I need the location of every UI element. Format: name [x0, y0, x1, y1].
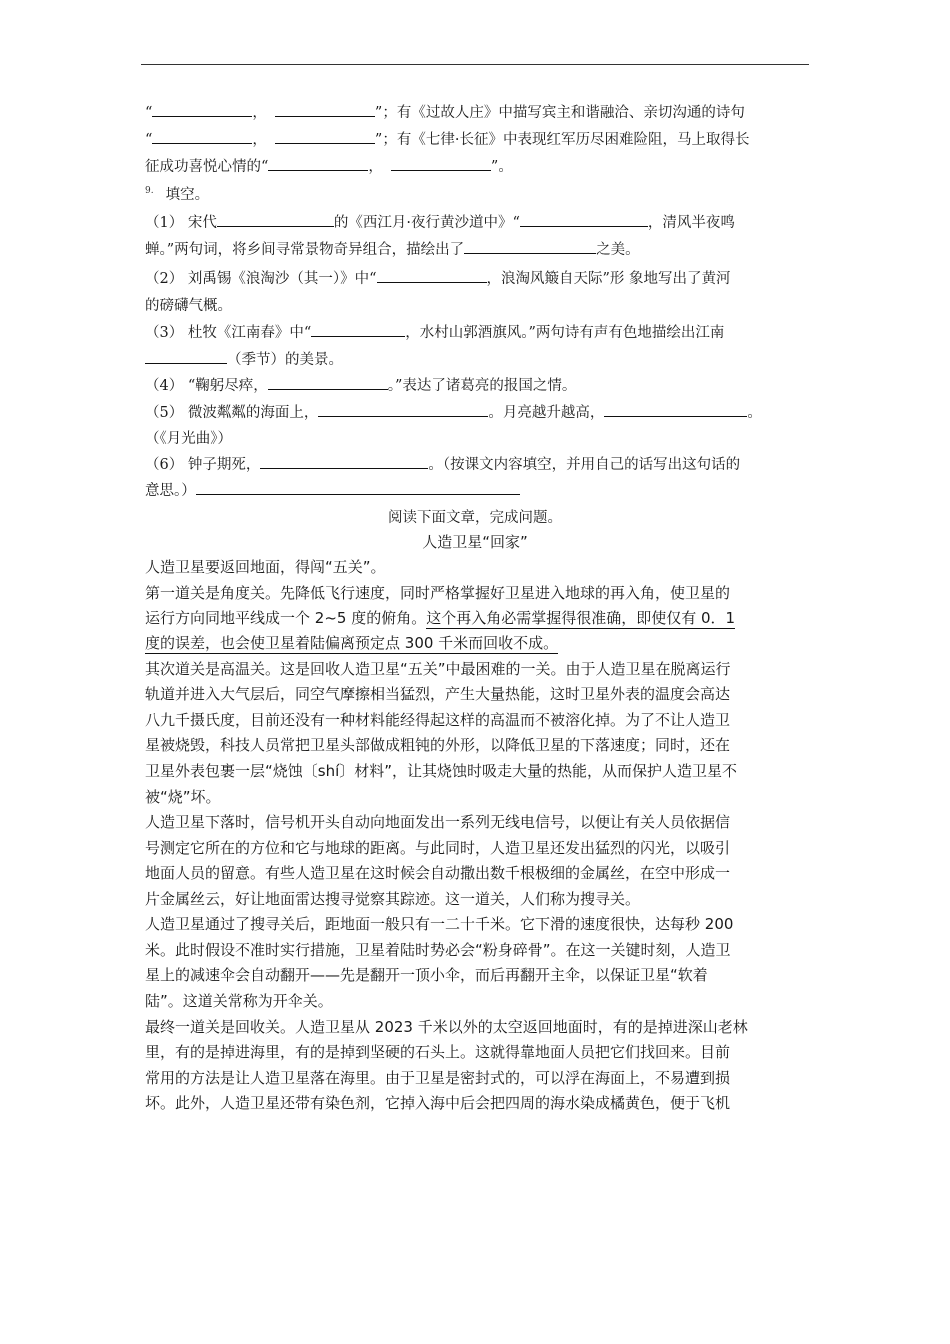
answer-blank[interactable] [464, 239, 596, 254]
article-title: 人造卫星“回家” [422, 533, 528, 551]
q9-item-1: （1） 宋代 的《西江月·夜行黄沙道中》“ ，清风半夜鸣 [145, 211, 735, 232]
article-line: 运行方向同地平线成一个 2~5 度的俯角。这个再入角必需掌握得很准确，即使仅有 0．1 [145, 609, 736, 627]
q9-item-3-cont: （季节）的美景。 [145, 348, 343, 369]
answer-blank[interactable] [196, 480, 520, 495]
answer-blank[interactable] [377, 268, 487, 283]
article-line: 常用的方法是让人造卫星落在海里。由于卫星是密封式的，可以浮在海面上，不易遭到损 [145, 1069, 731, 1087]
article-line: 轨道并进入大气层后，同空气摩擦相当猛烈，产生大量热能，这时卫星外表的温度会高达 [145, 685, 731, 703]
article-line: 星被烧毁，科技人员常把卫星头部做成粗钝的外形，以降低卫星的下落速度；同时，还在 [145, 736, 731, 754]
answer-blank[interactable] [311, 322, 405, 337]
question-9-heading [145, 183, 209, 204]
article-line: 卫星外表包裹一层“烧蚀〔shí〕材料”，让其烧蚀时吸走大量的热能，从而保护人造卫星不 [145, 762, 738, 780]
q9-item-6-cont: 意思。） [145, 479, 520, 500]
article-line: 被“烧”坏。 [145, 788, 221, 806]
question-title: 填空。 [165, 187, 210, 203]
answer-blank[interactable] [145, 349, 227, 364]
answer-blank[interactable] [268, 156, 368, 171]
answer-blank[interactable] [260, 454, 428, 469]
q9-item-1-cont: 蝉。”两句词，将乡间寻常景物奇异组合，描绘出了 之美。 [145, 238, 640, 259]
answer-blank[interactable] [318, 402, 488, 417]
article-line: 里，有的是掉进海里，有的是掉到坚硬的石头上。这就得靠地面人员把它们找回来。目前 [145, 1043, 731, 1061]
answer-blank[interactable] [520, 212, 648, 227]
article-line: 地面人员的留意。有些人造卫星在这时候会自动撒出数千根极细的金属丝，在空中形成一 [145, 864, 731, 882]
answer-blank[interactable] [391, 156, 491, 171]
poem-line-1: “ ， ”；有《过故人庄》中描写宾主和谐融洽、亲切沟通的诗句 [145, 101, 745, 122]
answer-blank[interactable] [604, 402, 747, 417]
answer-blank[interactable] [275, 129, 375, 144]
answer-blank[interactable] [275, 102, 375, 117]
article-line: 陆”。这道关常称为开伞关。 [145, 992, 333, 1010]
q9-item-5: （5） 微波粼粼的海面上， 。月亮越升越高， 。 [145, 401, 762, 422]
article-line: 人造卫星下落时，信号机开头自动向地面发出一系列无线电信号，以便让有关人员依据信 [145, 813, 731, 831]
underlined-sentence: 度的误差，也会使卫星着陆偏离预定点 300 千米而回收不成。 [145, 634, 559, 652]
poem-line-2: “ ， ”；有《七律·长征》中表现红军历尽困难险阻，马上取得长 [145, 128, 749, 149]
article-line: 片金属丝云，好让地面雷达搜寻觉察其踪迹。这一道关，人们称为搜寻关。 [145, 890, 641, 908]
article-line: 人造卫星通过了搜寻关后，距地面一般只有一二十千米。它下滑的速度很快，达每秒 200 [145, 915, 734, 933]
q9-item-6: （6） 钟子期死， 。（按课文内容填空，并用自己的话写出这句话的 [145, 453, 740, 474]
answer-blank[interactable] [152, 129, 252, 144]
reading-instruction: 阅读下面文章，完成问题。 [388, 510, 562, 526]
article-line: 人造卫星要返回地面，得闯“五关”。 [145, 558, 386, 576]
article-line: 第一道关是角度关。先降低飞行速度，同时严格掌握好卫星进入地球的再入角，使卫星的 [145, 584, 731, 602]
q9-item-2-cont: 的磅礴气概。 [145, 298, 232, 314]
article-line: 号测定它所在的方位和它与地球的距离。与此同时，人造卫星还发出猛烈的闪光，以吸引 [145, 839, 731, 857]
answer-blank[interactable] [152, 102, 252, 117]
answer-blank[interactable] [217, 212, 334, 227]
article-line: 坏。此外，人造卫星还带有染色剂，它掉入海中后会把四周的海水染成橘黄色，便于飞机 [145, 1094, 731, 1112]
article-line: 其次道关是高温关。这是回收人造卫星“五关”中最困难的一关。由于人造卫星在脱离运行 [145, 660, 731, 678]
q9-item-5-source: （《月光曲》） [145, 431, 232, 447]
q9-item-4: （4） “鞠躬尽瘁， 。”表达了诸葛亮的报国之情。 [145, 374, 576, 395]
q9-item-3: （3） 杜牧《江南春》中“ ，水村山郭酒旗风。”两句诗有声有色地描绘出江南 [145, 321, 724, 342]
answer-blank[interactable] [268, 375, 388, 390]
article-line: 最终一道关是回收关。人造卫星从 2023 千米以外的太空返回地面时，有的是掉进深山老林 [145, 1018, 748, 1036]
header-rule [141, 64, 809, 65]
poem-line-3: 征成功喜悦心情的“ ， ”。 [145, 155, 513, 176]
article-line: 八九千摄氏度，目前还没有一种材料能经得起这样的高温而不被溶化掉。为了不让人造卫 [145, 711, 731, 729]
article-line [145, 632, 558, 653]
article-line: 星上的减速伞会自动翻开——先是翻开一顶小伞，而后再翻开主伞，以保证卫星“软着 [145, 966, 708, 984]
question-number: 9. [145, 186, 154, 197]
q9-item-2: （2） 刘禹锡《浪淘沙（其一）》中“ ，浪淘风簸自天际”形 象地写出了黄河 [145, 267, 731, 288]
underlined-sentence: 这个再入角必需掌握得很准确，即使仅有 0．1 [426, 609, 736, 627]
article-line: 米。此时假设不准时实行措施，卫星着陆时势必会“粉身碎骨”。在这一关键时刻，人造卫 [145, 941, 731, 959]
